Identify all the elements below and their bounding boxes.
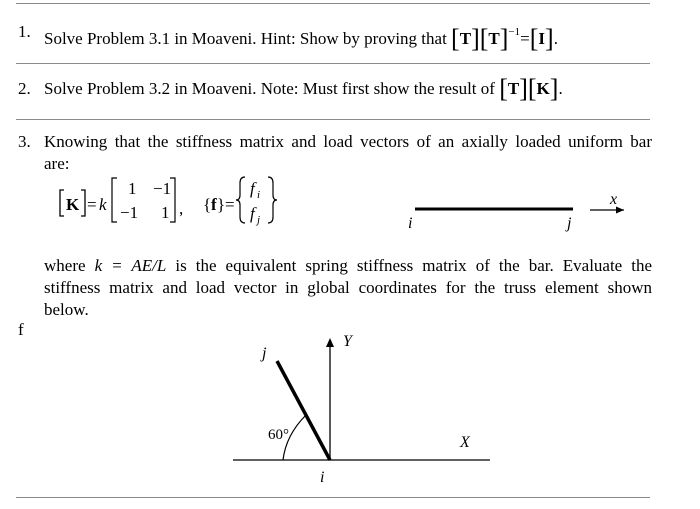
item-3-number: 3.	[18, 132, 31, 151]
vector-fi-sub: i	[257, 189, 261, 201]
axis-x-label: X	[460, 434, 470, 451]
bar-axis-label: x	[610, 191, 618, 208]
matrix-r1c2: −1	[153, 179, 172, 198]
vector-fi: f	[250, 179, 255, 198]
f-close-brace: }	[217, 195, 226, 214]
y-axis-arrowhead	[326, 338, 334, 347]
load-vector-equation	[203, 177, 277, 226]
item-3-intro-line1: Knowing that the stiffness matrix and load vectors of an axially loaded uniform bar	[44, 132, 652, 151]
item-2-number: 2.	[18, 79, 31, 98]
item-2-sentence: Solve Problem 3.2 in Moaveni. Note: Must first show the result of	[44, 79, 495, 98]
item-3-where-line3: below.	[44, 300, 89, 319]
bar-node-j: j	[567, 215, 572, 232]
f-equals: =	[225, 195, 235, 214]
truss-element-figure	[233, 333, 490, 486]
matrix-comma: ,	[179, 199, 184, 218]
stray-letter: f	[18, 320, 24, 339]
matrix-r2c2: 1	[161, 203, 170, 222]
bar-axis-arrowhead	[616, 207, 624, 214]
vector-fj: f	[250, 204, 255, 223]
axis-y-label: Y	[343, 333, 352, 350]
angle-label: 60°	[268, 427, 289, 443]
item-1-sentence: Solve Problem 3.1 in Moaveni. Hint: Show by proving that	[44, 29, 447, 48]
matrix-r2c1: −1	[120, 203, 139, 222]
item-3-intro-line2: are:	[44, 154, 70, 173]
k-scalar: k	[99, 195, 107, 214]
bar-element-diagram	[408, 191, 624, 232]
k-matrix-label: K	[66, 195, 80, 214]
item-1-math: $[T][T]^{-1}=[I]$.	[451, 24, 558, 53]
k-equals: =	[87, 195, 97, 214]
item-3-where-line1: where k = AE/L is the equivalent spring stiffness matrix of the bar. Evaluate the	[44, 256, 653, 275]
f-open-brace: {	[203, 195, 212, 214]
item-2-math: [T][K].	[499, 74, 563, 103]
stiffness-matrix-equation	[60, 178, 183, 222]
item-1-number: 1.	[18, 22, 31, 41]
node-i-label: i	[320, 469, 325, 486]
bar-node-i: i	[408, 215, 413, 232]
vector-fj-sub: j	[257, 214, 261, 226]
f-vector-label: f	[211, 195, 217, 214]
stiffness-expression: k = AE/L	[94, 256, 167, 275]
item-3-where-line2: stiffness matrix and load vector in global coordinates for the truss element shown	[44, 278, 652, 297]
matrix-r1c1: 1	[128, 179, 137, 198]
truss-member	[277, 361, 330, 460]
node-j-label: j	[262, 345, 267, 362]
